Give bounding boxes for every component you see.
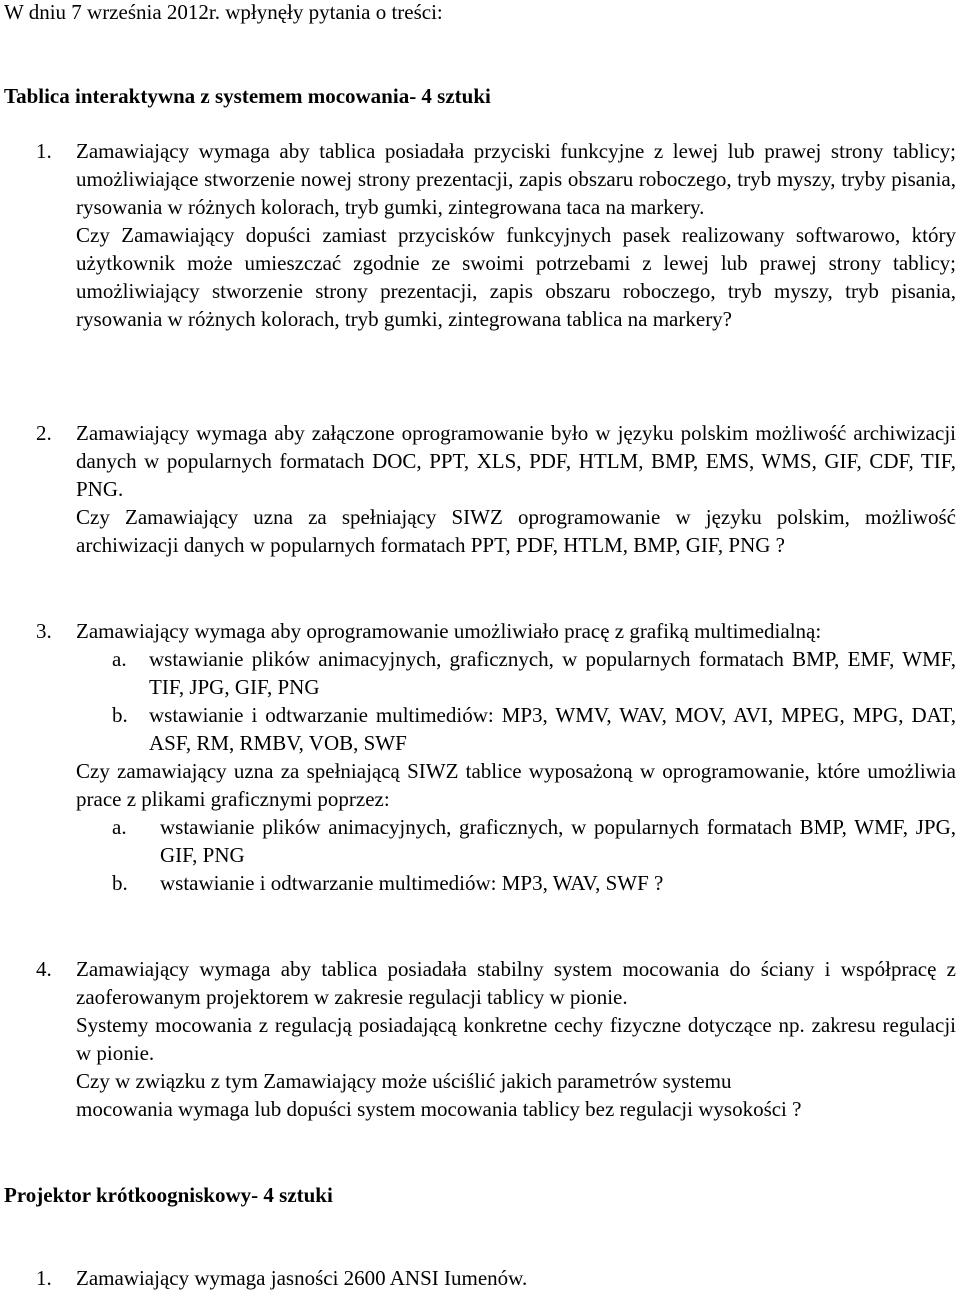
intro-line: W dniu 7 września 2012r. wpłynęły pytania o treści: <box>4 0 443 24</box>
list-item-b <box>76 869 956 897</box>
list-label: a. <box>112 815 127 839</box>
list-label: b. <box>112 871 128 895</box>
question-body <box>76 617 956 897</box>
list-text: wstawianie plików animacyjnych, graficznych, w popularnych formatach BMP, EMF, WMF, TIF, JPG, GIF, PNG <box>149 647 956 699</box>
query-text: Czy Zamawiający dopuści zamiast przycisków funkcyjnych pasek realizowany softwarowo, który użytkownik może umieszczać zgodnie ze swoimi potrzebami z lewej lub prawej strony tablicy; umożliwiający stworzenie strony prezentacji, zapis obszaru roboczego, tryb myszy, tryb pisania, rysowania w różnych kolorach, tryb gumki, zintegrowana tablica na markery? <box>76 223 956 331</box>
requirement-detail-text: Systemy mocowania z regulacją posiadającą konkretne cechy fizyczne dotyczące np. zakresu regulacji w pionie. <box>76 1013 956 1065</box>
query-text: Czy Zamawiający uzna za spełniający SIWZ oprogramowanie w języku polskim, możliwość archiwizacji danych w popularnych formatach PPT, PDF, HTLM, BMP, GIF, PNG ? <box>76 505 956 557</box>
question-number: 1. <box>36 139 52 163</box>
question-number: 3. <box>36 619 52 643</box>
question-body <box>76 1264 956 1292</box>
question-body <box>76 419 956 559</box>
requirement-text: Zamawiający wymaga aby tablica posiadała przyciski funkcyjne z lewej lub prawej strony tablicy; umożliwiające stworzenie nowej strony prezentacji, zapis obszaru roboczego, tryb myszy, tryby pisania, rysowania w różnych kolorach, tryb gumki, zintegrowana taca na markery. <box>76 139 956 219</box>
question-body <box>76 955 956 1123</box>
requirement-text: Zamawiający wymaga jasności 2600 ANSI Iumenów. <box>76 1266 528 1290</box>
query-text: Czy zamawiający uzna za spełniającą SIWZ tablice wyposażoną w oprogramowanie, które umożliwia prace z plikami graficznymi poprzez: <box>76 759 956 811</box>
list-label: b. <box>112 703 128 727</box>
question-body <box>76 137 956 333</box>
question-number: 4. <box>36 957 52 981</box>
section-title-projektor: Projektor krótkoogniskowy- 4 sztuki <box>4 1183 333 1207</box>
list-text: wstawianie plików animacyjnych, graficznych, w popularnych formatach BMP, WMF, JPG, GIF, PNG <box>160 815 956 867</box>
list-text: wstawianie i odtwarzanie multimediów: MP3, WAV, SWF ? <box>160 871 664 895</box>
query-text-line-1: Czy w związku z tym Zamawiający może uściślić jakich parametrów systemu <box>76 1069 732 1093</box>
question-number: 2. <box>36 421 52 445</box>
requirement-text: Zamawiający wymaga aby załączone oprogramowanie było w języku polskim możliwość archiwizacji danych w popularnych formatach DOC, PPT, XLS, PDF, HTLM, BMP, EMS, WMS, GIF, CDF, TIF, PNG. <box>76 421 956 501</box>
list-text: wstawianie i odtwarzanie multimediów: MP3, WMV, WAV, MOV, AVI, MPEG, MPG, DAT, ASF, RM, RMBV, VOB, SWF <box>149 703 956 755</box>
list-item-a <box>76 813 956 869</box>
section-title-tablica: Tablica interaktywna z systemem mocowania- 4 sztuki <box>4 84 491 108</box>
question-number: 1. <box>36 1266 52 1290</box>
query-text-line-2: mocowania wymaga lub dopuści system mocowania tablicy bez regulacji wysokości ? <box>76 1097 802 1121</box>
requirement-text: Zamawiający wymaga aby tablica posiadała stabilny system mocowania do ściany i współpracę z zaoferowanym projektorem w zakresie regulacji tablicy w pionie. <box>76 957 956 1009</box>
list-item-a <box>76 645 956 701</box>
requirement-text: Zamawiający wymaga aby oprogramowanie umożliwiało pracę z grafiką multimedialną: <box>76 619 822 643</box>
list-item-b <box>76 701 956 757</box>
list-label: a. <box>112 647 127 671</box>
